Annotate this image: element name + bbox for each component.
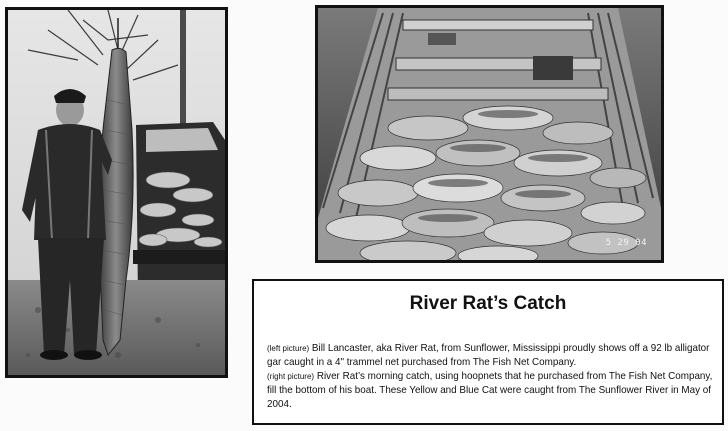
left-picture-text: Bill Lancaster, aka River Rat, from Sunflower, Mississippi proudly shows off a 92 lb alligator gar caught in a 4" trammel net purchased from The Fish Net Company. [267, 342, 710, 368]
boat-catch-image [318, 8, 661, 260]
right-photo [315, 5, 664, 263]
right-picture-text: River Rat’s morning catch, using hoopnets that he purchased from The Fish Net Company, fill the bottom of his boat. These Yellow and Blue Cat were caught from The Sunflower River in May of 2004. [267, 370, 713, 410]
right-picture-label: (right picture) [267, 371, 315, 381]
caption-title: River Rat’s Catch [409, 293, 567, 314]
left-picture-label: (left picture) [267, 343, 310, 353]
left-photo [5, 7, 228, 378]
date-stamp: 5 29 04 [605, 238, 647, 248]
caption-body [267, 341, 718, 411]
caption-box [252, 279, 724, 425]
man-with-gar-image [8, 10, 225, 375]
